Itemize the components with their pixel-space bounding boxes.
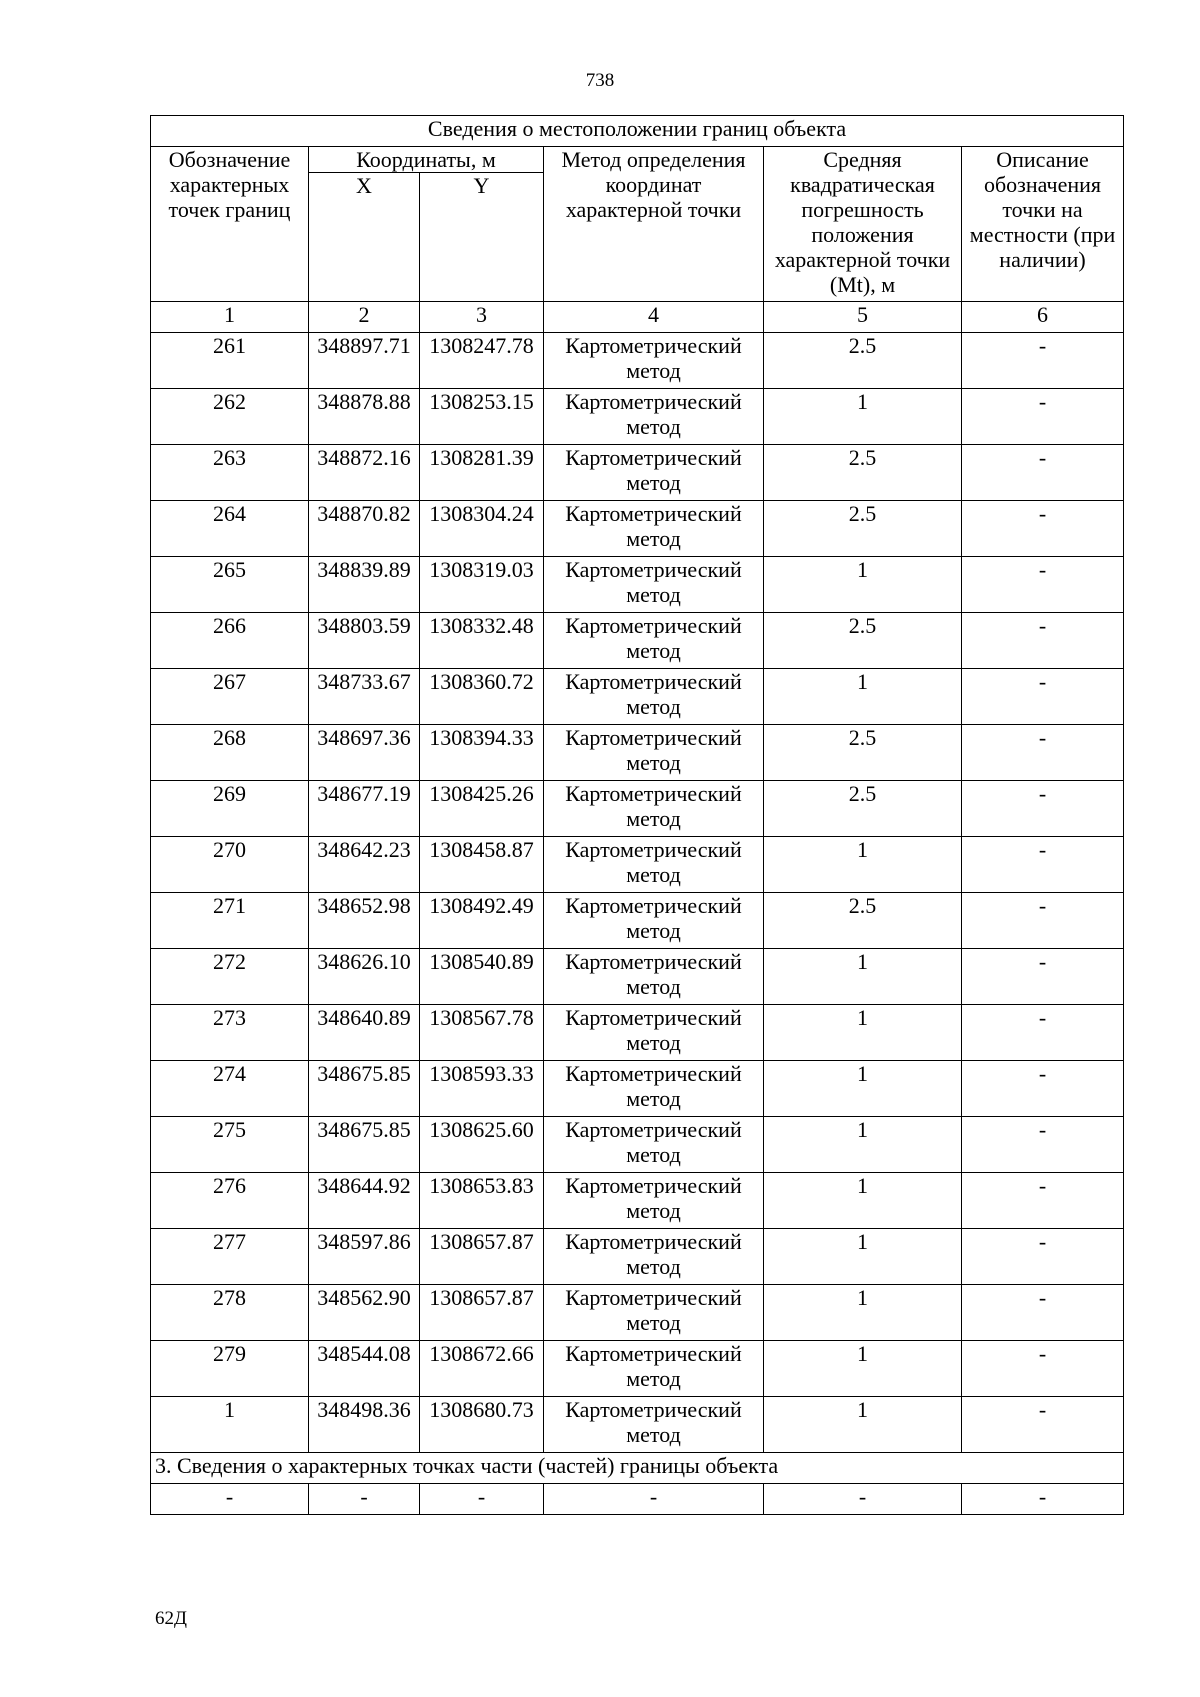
table-row	[151, 1397, 1124, 1453]
section3-cell: -	[151, 1484, 309, 1515]
error-cell: 1	[764, 1341, 962, 1397]
point-cell: 272	[151, 949, 309, 1005]
y-cell: 1308492.49	[420, 893, 544, 949]
section3-cell: -	[764, 1484, 962, 1515]
table-row	[151, 781, 1124, 837]
point-cell: 279	[151, 1341, 309, 1397]
point-cell: 262	[151, 389, 309, 445]
x-cell: 348803.59	[309, 613, 420, 669]
method-cell: Картометрический метод	[544, 949, 764, 1005]
point-cell: 270	[151, 837, 309, 893]
header-designation: Обозначение характерных точек границ	[151, 147, 309, 302]
x-cell: 348733.67	[309, 669, 420, 725]
section3-title-row	[151, 1453, 1124, 1484]
y-cell: 1308394.33	[420, 725, 544, 781]
description-cell: -	[962, 613, 1124, 669]
method-cell: Картометрический метод	[544, 1173, 764, 1229]
error-cell: 1	[764, 1173, 962, 1229]
column-number: 6	[962, 302, 1124, 333]
table-row	[151, 613, 1124, 669]
description-cell: -	[962, 1173, 1124, 1229]
y-cell: 1308625.60	[420, 1117, 544, 1173]
method-cell: Картометрический метод	[544, 501, 764, 557]
y-cell: 1308247.78	[420, 333, 544, 389]
error-cell: 1	[764, 949, 962, 1005]
y-cell: 1308253.15	[420, 389, 544, 445]
x-cell: 348872.16	[309, 445, 420, 501]
table-row	[151, 389, 1124, 445]
y-cell: 1308657.87	[420, 1285, 544, 1341]
y-cell: 1308540.89	[420, 949, 544, 1005]
error-cell: 2.5	[764, 501, 962, 557]
method-cell: Картометрический метод	[544, 333, 764, 389]
point-cell: 273	[151, 1005, 309, 1061]
error-cell: 1	[764, 1397, 962, 1453]
description-cell: -	[962, 557, 1124, 613]
point-cell: 267	[151, 669, 309, 725]
table-row	[151, 1341, 1124, 1397]
y-cell: 1308360.72	[420, 669, 544, 725]
description-cell: -	[962, 1005, 1124, 1061]
x-cell: 348697.36	[309, 725, 420, 781]
table-row	[151, 725, 1124, 781]
method-cell: Картометрический метод	[544, 837, 764, 893]
error-cell: 2.5	[764, 613, 962, 669]
error-cell: 1	[764, 557, 962, 613]
x-cell: 348675.85	[309, 1061, 420, 1117]
table-row	[151, 333, 1124, 389]
section3-row	[151, 1484, 1124, 1515]
table-row	[151, 1229, 1124, 1285]
error-cell: 1	[764, 669, 962, 725]
error-cell: 1	[764, 837, 962, 893]
table-row	[151, 1173, 1124, 1229]
table-row	[151, 557, 1124, 613]
header-coordinates: Координаты, м	[309, 147, 544, 173]
point-cell: 266	[151, 613, 309, 669]
x-cell: 348597.86	[309, 1229, 420, 1285]
table-row	[151, 1061, 1124, 1117]
description-cell: -	[962, 837, 1124, 893]
description-cell: -	[962, 389, 1124, 445]
description-cell: -	[962, 1117, 1124, 1173]
column-number: 1	[151, 302, 309, 333]
description-cell: -	[962, 1229, 1124, 1285]
point-cell: 264	[151, 501, 309, 557]
method-cell: Картометрический метод	[544, 445, 764, 501]
table-row	[151, 1117, 1124, 1173]
x-cell: 348498.36	[309, 1397, 420, 1453]
x-cell: 348675.85	[309, 1117, 420, 1173]
header-method: Метод определения координат характерной точки	[544, 147, 764, 302]
description-cell: -	[962, 725, 1124, 781]
x-cell: 348870.82	[309, 501, 420, 557]
x-cell: 348677.19	[309, 781, 420, 837]
x-cell: 348626.10	[309, 949, 420, 1005]
method-cell: Картометрический метод	[544, 1061, 764, 1117]
x-cell: 348640.89	[309, 1005, 420, 1061]
point-cell: 268	[151, 725, 309, 781]
y-cell: 1308653.83	[420, 1173, 544, 1229]
error-cell: 1	[764, 1005, 962, 1061]
error-cell: 1	[764, 1061, 962, 1117]
y-cell: 1308680.73	[420, 1397, 544, 1453]
y-cell: 1308458.87	[420, 837, 544, 893]
x-cell: 348839.89	[309, 557, 420, 613]
error-cell: 1	[764, 1285, 962, 1341]
x-cell: 348544.08	[309, 1341, 420, 1397]
header-description: Описание обозначения точки на местности (при наличии)	[962, 147, 1124, 302]
column-number: 5	[764, 302, 962, 333]
page-number: 738	[585, 70, 615, 91]
x-cell: 348562.90	[309, 1285, 420, 1341]
error-cell: 1	[764, 389, 962, 445]
y-cell: 1308567.78	[420, 1005, 544, 1061]
table-row	[151, 445, 1124, 501]
column-number: 2	[309, 302, 420, 333]
section3-cell: -	[544, 1484, 764, 1515]
description-cell: -	[962, 445, 1124, 501]
footer-note: 62Д	[155, 1608, 187, 1629]
method-cell: Картометрический метод	[544, 557, 764, 613]
method-cell: Картометрический метод	[544, 1117, 764, 1173]
error-cell: 1	[764, 1117, 962, 1173]
description-cell: -	[962, 893, 1124, 949]
point-cell: 261	[151, 333, 309, 389]
method-cell: Картометрический метод	[544, 669, 764, 725]
point-cell: 274	[151, 1061, 309, 1117]
description-cell: -	[962, 333, 1124, 389]
description-cell: -	[962, 1397, 1124, 1453]
table-row	[151, 669, 1124, 725]
method-cell: Картометрический метод	[544, 1341, 764, 1397]
y-cell: 1308332.48	[420, 613, 544, 669]
point-cell: 277	[151, 1229, 309, 1285]
point-cell: 265	[151, 557, 309, 613]
header-x: X	[309, 173, 420, 302]
section3-cell: -	[962, 1484, 1124, 1515]
boundary-coordinates-table	[150, 115, 1124, 1515]
description-cell: -	[962, 669, 1124, 725]
description-cell: -	[962, 1285, 1124, 1341]
column-number: 3	[420, 302, 544, 333]
error-cell: 2.5	[764, 893, 962, 949]
table-row	[151, 501, 1124, 557]
method-cell: Картометрический метод	[544, 1229, 764, 1285]
x-cell: 348652.98	[309, 893, 420, 949]
point-cell: 263	[151, 445, 309, 501]
header-y: Y	[420, 173, 544, 302]
description-cell: -	[962, 1061, 1124, 1117]
method-cell: Картометрический метод	[544, 781, 764, 837]
y-cell: 1308319.03	[420, 557, 544, 613]
point-cell: 271	[151, 893, 309, 949]
description-cell: -	[962, 1341, 1124, 1397]
section3-title: 3. Сведения о характерных точках части (частей) границы объекта	[151, 1453, 1124, 1484]
point-cell: 276	[151, 1173, 309, 1229]
y-cell: 1308425.26	[420, 781, 544, 837]
section3-cell: -	[309, 1484, 420, 1515]
y-cell: 1308304.24	[420, 501, 544, 557]
point-cell: 1	[151, 1397, 309, 1453]
table-row	[151, 1285, 1124, 1341]
description-cell: -	[962, 781, 1124, 837]
point-cell: 278	[151, 1285, 309, 1341]
description-cell: -	[962, 949, 1124, 1005]
error-cell: 2.5	[764, 445, 962, 501]
table-row	[151, 949, 1124, 1005]
error-cell: 1	[764, 1229, 962, 1285]
method-cell: Картометрический метод	[544, 1397, 764, 1453]
table-row	[151, 893, 1124, 949]
method-cell: Картометрический метод	[544, 613, 764, 669]
y-cell: 1308281.39	[420, 445, 544, 501]
error-cell: 2.5	[764, 333, 962, 389]
error-cell: 2.5	[764, 781, 962, 837]
y-cell: 1308657.87	[420, 1229, 544, 1285]
method-cell: Картометрический метод	[544, 1005, 764, 1061]
x-cell: 348644.92	[309, 1173, 420, 1229]
method-cell: Картометрический метод	[544, 893, 764, 949]
table-caption: Сведения о местоположении границ объекта	[151, 116, 1124, 147]
table-row	[151, 837, 1124, 893]
x-cell: 348897.71	[309, 333, 420, 389]
x-cell: 348878.88	[309, 389, 420, 445]
header-error: Средняя квадратическая погрешность положения характерной точки (Mt), м	[764, 147, 962, 302]
description-cell: -	[962, 501, 1124, 557]
section3-cell: -	[420, 1484, 544, 1515]
method-cell: Картометрический метод	[544, 725, 764, 781]
y-cell: 1308593.33	[420, 1061, 544, 1117]
point-cell: 269	[151, 781, 309, 837]
method-cell: Картометрический метод	[544, 1285, 764, 1341]
x-cell: 348642.23	[309, 837, 420, 893]
column-numbers-row	[151, 302, 1124, 333]
point-cell: 275	[151, 1117, 309, 1173]
y-cell: 1308672.66	[420, 1341, 544, 1397]
table-row	[151, 1005, 1124, 1061]
method-cell: Картометрический метод	[544, 389, 764, 445]
column-number: 4	[544, 302, 764, 333]
error-cell: 2.5	[764, 725, 962, 781]
